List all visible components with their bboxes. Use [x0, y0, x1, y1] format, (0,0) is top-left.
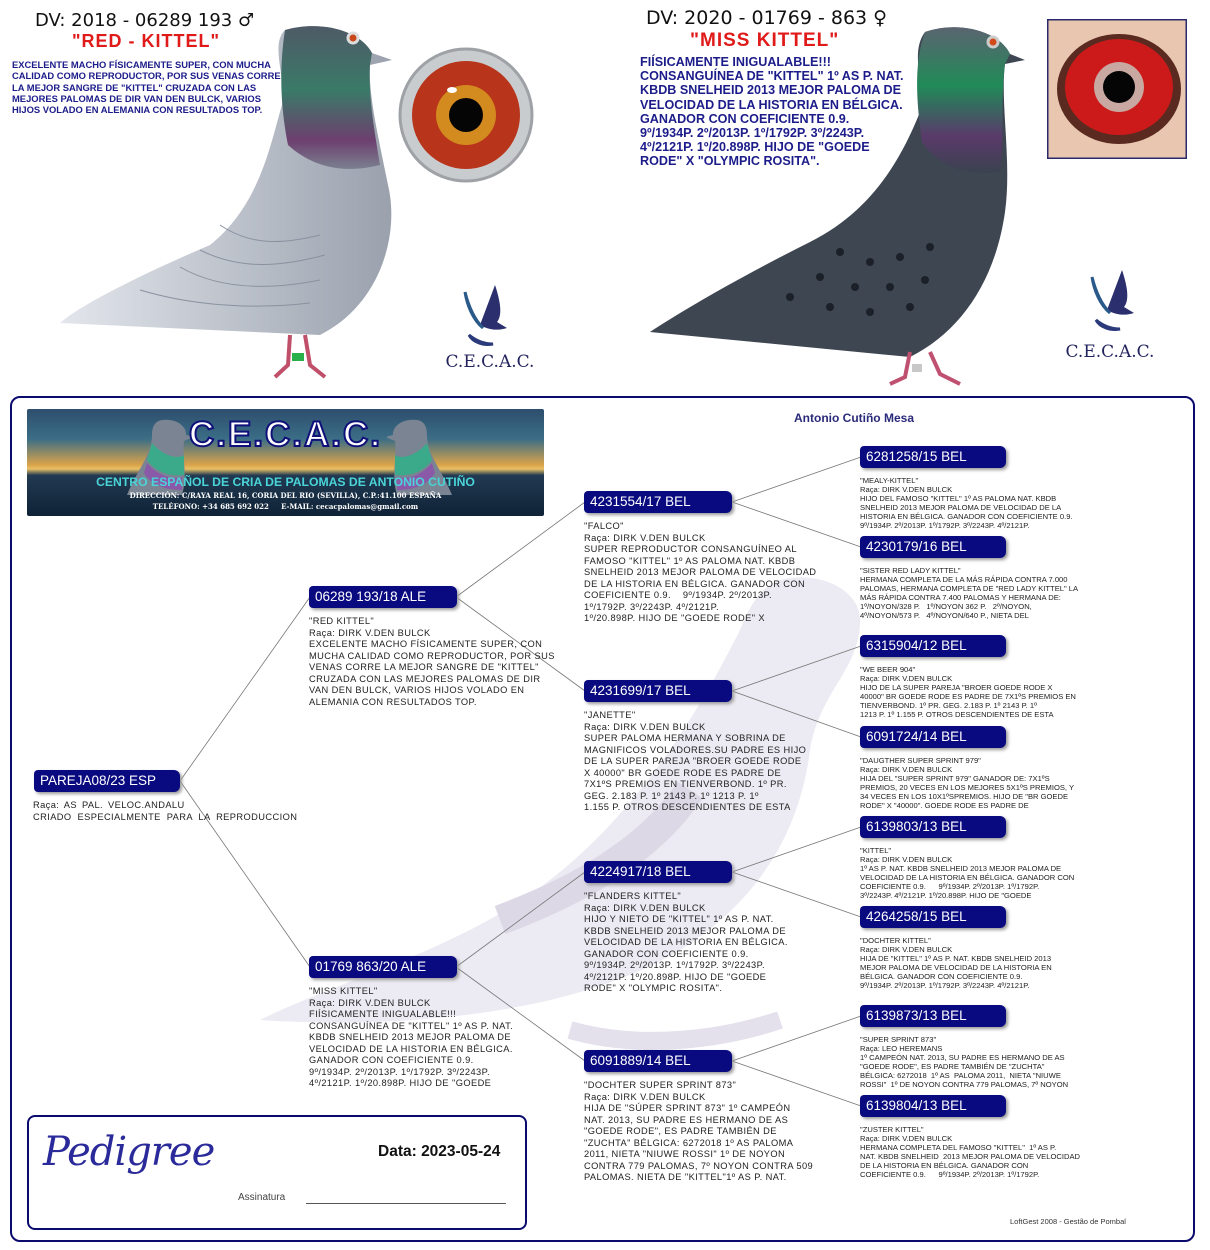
detail-line: 1º/20.898P. HIJO DE "GOEDE RODE" X	[584, 613, 766, 623]
detail-line: MEJOR PALOMA DE VELOCIDAD DE LA HISTORIA EN	[860, 963, 1052, 972]
great-grandparent-ring-box[interactable]: 6091724/14 BEL	[860, 726, 1006, 748]
great-grandparent-details	[860, 756, 1120, 810]
detail-line: Raça: DIRK V.DEN BULCK	[309, 997, 431, 1008]
detail-line: "DAUGTHER SUPER SPRINT 979"	[860, 756, 981, 765]
detail-line: 1º AS P. NAT. KBDB SNELHEID 2013 MEJOR PALOMA DE	[860, 864, 1062, 873]
detail-line: SUPER PALOMA HERMANA Y SOBRINA DE	[584, 733, 786, 743]
sire-details	[309, 616, 569, 708]
detail-line: HIJO DEL FAMOSO "KITTEL" 1º AS PALOMA NAT. KBDB	[860, 494, 1057, 503]
detail-line: PALOMAS. NIETA DE "KITTEL"1º AS P. NAT.	[584, 1172, 787, 1182]
detail-line: Raça: DIRK V.DEN BULCK	[860, 1134, 953, 1143]
detail-line: MAGNIFICOS VOLADORES.SU PADRE ES HIJO	[584, 744, 807, 755]
detail-line: "RED KITTEL"	[309, 616, 375, 626]
detail-line: "GOEDE RODE", ES PADRE TAMBIÉN DE	[584, 1126, 777, 1136]
detail-line: MUCHA CALIDAD COMO REPRODUCTOR, POR SUS	[309, 650, 555, 661]
detail-line: HERMANA COMPLETA DE LA MÁS RÁPIDA CONTRA 7.000	[860, 575, 1068, 584]
detail-line: HIJO DE LA SUPER PAREJA "BROER GOEDE RODE X	[860, 683, 1053, 692]
detail-line: 4º/NOYON/573 P. 4º/NOYON/640 P., NIETA DEL	[860, 611, 1029, 620]
detail-line: Raça: DIRK V.DEN BULCK	[860, 765, 953, 774]
detail-line: GANADOR CON COEFICIENTE 0.9.	[309, 1055, 474, 1065]
detail-line: NAT. KBDB SNELHEID 2013 MEJOR PALOMA DE VELOCIDAD	[860, 1152, 1081, 1161]
subject-note: CRIADO ESPECIALMENTE PARA LA REPRODUCCION	[33, 811, 298, 822]
detail-line: 4º/2121P. 1º/20.898P. HIJO DE "GOEDE	[584, 971, 767, 982]
connector-line	[732, 457, 861, 502]
detail-line: 1213 P. 1º 1.155 P. OTROS DESCENDIENTES DE ESTA	[860, 710, 1054, 719]
dam-details	[309, 986, 569, 1090]
detail-line: "GOEDE RODE", ES PADRE TAMBIÉN DE "ZUCHTA"	[860, 1062, 1045, 1071]
detail-line: Raça: DIRK V.DEN BULCK	[860, 485, 953, 494]
detail-line: CRUZADA CON LAS MEJORES PALOMAS DE DIR	[309, 673, 541, 684]
detail-line: 4º/2121P. 1º/20.898P. HIJO DE "GOEDE	[309, 1078, 492, 1088]
detail-line: 7X1ºS PREMIOS EN TIENVERBOND. 1º PR.	[584, 779, 787, 789]
detail-line: PALOMAS, HERMANA COMPLETA DE "RED LADY KITTEL" LA	[860, 584, 1079, 593]
detail-line: "MEALY-KITTEL"	[860, 476, 919, 485]
grandparent-ring-box[interactable]: 4224917/18 BEL	[584, 861, 732, 883]
detail-line: 1º CAMPEÓN NAT. 2013, SU PADRE ES HERMANO DE AS	[860, 1053, 1065, 1062]
detail-line: COEFICIENTE 0.9. 9º/1934P. 2º/2013P. 1º/1792P.	[860, 882, 1040, 891]
male-nickname: "RED - KITTEL"	[72, 31, 221, 51]
great-grandparent-ring-box[interactable]: 4264258/15 BEL	[860, 906, 1006, 928]
detail-line: Raça: DIRK V.DEN BULCK	[584, 1091, 706, 1102]
detail-line: VELOCIDAD DE LA HISTORIA EN BÉLGICA.	[584, 937, 788, 947]
banner-address: DIRECCIÓN: C/RAYA REAL 16, CORIA DEL RIO (SEVILLA), C.P.:41.100 ESPAÑA	[129, 491, 442, 500]
great-grandparent-details	[860, 665, 1120, 719]
detail-line: 9º/1934P. 2º/2013P. 1º/1792P. 3º/2243P.	[309, 1066, 491, 1077]
great-grandparent-ring-box[interactable]: 6139803/13 BEL	[860, 816, 1006, 838]
detail-line: HIJA DEL "SUPER SPRINT 979" GANADOR DE: 7X1ºS	[860, 774, 1050, 783]
detail-line: BÉLGICA. GANADOR CON COEFICIENTE 0.9.	[860, 972, 1023, 981]
signature-label: Assinatura	[238, 1192, 286, 1203]
detail-line: HISTORIA EN BÉLGICA. GANADOR CON COEFICIENTE 0.9.	[860, 512, 1073, 521]
detail-line: COEFICIENTE 0.9. 9º/1934P. 2º/2013P.	[584, 590, 772, 600]
detail-line: KBDB SNELHEID 2013 MEJOR PALOMA DE	[584, 925, 787, 936]
detail-line: VAN DEN BULCK, VARIOS HIJOS VOLADO EN	[309, 685, 525, 695]
detail-line: "SUPER SPRINT 873"	[860, 1035, 937, 1044]
sire-ring-box[interactable]: 06289 193/18 ALE	[309, 586, 457, 608]
detail-line: 3º/2243P. 4º/2121P. 1º/20.898P. HIJO DE "GOEDE	[860, 891, 1032, 900]
detail-line: "DOCHTER SUPER SPRINT 873"	[584, 1080, 737, 1090]
detail-line: VELOCIDAD DE LA HISTORIA EN BÉLGICA.	[309, 1043, 513, 1054]
detail-line: 2011, NIETA "NIUWE ROSSI" 1º DE NOYON	[584, 1149, 786, 1159]
detail-line: HIJA DE "SÚPER SPRINT 873" 1º CAMPEÓN	[584, 1103, 791, 1113]
detail-line: Raça: DIRK V.DEN BULCK	[860, 945, 953, 954]
grandparent-details	[584, 1080, 834, 1184]
great-grandparent-details	[860, 566, 1120, 620]
banner-subtitle: CENTRO ESPAÑOL DE CRIA DE PALOMAS DE ANTONIO CUTIÑO	[96, 475, 475, 489]
detail-line: MÁS RÁPIDA CONTRA 7.400 PALOMAS Y HERMANA DE:	[860, 593, 1061, 602]
detail-line: "WE BEER 904"	[860, 665, 916, 674]
great-grandparent-details	[860, 936, 1120, 990]
detail-line: VELOCIDAD DE LA HISTORIA EN BÉLGICA. GANADOR CON	[860, 873, 1075, 882]
banner-contact: TELÉFONO: +34 685 692 022 E-MAIL: cecacpalomas@gmail.com	[152, 502, 419, 511]
detail-line: CONSANGUÍNEA DE "KITTEL" 1º AS P. NAT.	[309, 1020, 514, 1031]
great-grandparent-ring-box[interactable]: 4230179/16 BEL	[860, 536, 1006, 558]
dam-ring-box[interactable]: 01769 863/20 ALE	[309, 956, 457, 978]
detail-line: DE LA HISTORIA EN BÉLGICA. GANADOR CON	[584, 578, 806, 589]
grandparent-details	[584, 710, 834, 814]
connector-line	[180, 597, 310, 781]
detail-line: 34 VECES EN LOS 10X1ºSPREMIOS. HIJO DE "BR GOEDE	[860, 792, 1069, 801]
detail-line: "ZUCHTA" BÉLGICA: 6272018 1º AS PALOMA	[584, 1137, 794, 1148]
subject-ring-box[interactable]: PAREJA08/23 ESP	[34, 770, 180, 792]
detail-line: 9º/1934P. 2º/2013P. 1º/1792P. 3º/2243P.	[584, 960, 766, 970]
detail-line: SNELHEID 2013 MEJOR PALOMA DE VELOCIDAD DE LA	[860, 503, 1062, 512]
male-ring-number: DV: 2018 - 06289 193 ♂	[35, 10, 255, 31]
male-description: EXCELENTE MACHO FÍSICAMENTE SUPER, CON MUCHA CALIDAD COMO REPRODUCTOR, POR SUS VENAS CORRE LA MEJOR SANGRE DE "KITTEL" CRUZADA CON LAS MEJORES PALOMAS DE DIR VAN DEN BULCK, VARIOS HIJOS VOLADO EN ALEMANIA CON RESULTADOS TOP.	[12, 59, 281, 116]
great-grandparent-details	[860, 1125, 1120, 1179]
detail-line: VENAS CORRE LA MEJOR SANGRE DE "KITTEL"	[309, 662, 539, 672]
grandparent-details	[584, 521, 834, 625]
great-grandparent-ring-box[interactable]: 6139804/13 BEL	[860, 1095, 1006, 1117]
detail-line: Raça: DIRK V.DEN BULCK	[584, 532, 706, 543]
detail-line: Raça: DIRK V.DEN BULCK	[860, 674, 953, 683]
software-credit: LoftGest 2008 - Gestão de Pombal	[1010, 1217, 1126, 1226]
detail-line: BÉLGICA: 6272018 1º AS PALOMA 2011, NIETA "NIUWE	[860, 1071, 1061, 1080]
connector-line	[456, 872, 585, 967]
subject-details	[33, 800, 343, 823]
detail-line: RODE" X "OLYMPIC ROSITA".	[584, 983, 723, 993]
detail-line: "MISS KITTEL"	[309, 986, 378, 996]
connector-line	[456, 502, 585, 597]
detail-line: ALEMANIA CON RESULTADOS TOP.	[309, 696, 477, 707]
detail-line: EXCELENTE MACHO FÍSICAMENTE SUPER, CON	[309, 639, 543, 649]
detail-line: 9º/1934P. 2º/2013P. 1º/1792P. 3º/2243P. 4º/2121P.	[860, 981, 1030, 990]
detail-line: DE LA HISTORIA EN BÉLGICA. GANADOR CON	[860, 1161, 1029, 1170]
female-logo-text: C.E.C.A.C.	[1065, 342, 1155, 362]
great-grandparent-ring-box[interactable]: 6281258/15 BEL	[860, 446, 1006, 468]
detail-line: Raça: DIRK V.DEN BULCK	[860, 855, 953, 864]
owner-name: Antonio Cutiño Mesa	[794, 411, 914, 425]
detail-line: 40000" BR GOEDE RODE ES PADRE DE 7X1ºS PREMIOS EN	[860, 692, 1076, 701]
grandparent-ring-box[interactable]: 4231699/17 BEL	[584, 680, 732, 702]
signature-line[interactable]	[306, 1203, 506, 1204]
great-grandparent-details	[860, 476, 1120, 530]
great-grandparent-details	[860, 846, 1120, 900]
detail-line: 1º/1792P. 3º/2243P. 4º/2121P.	[584, 601, 720, 612]
detail-line: 1.155 P. OTROS DESCENDIENTES DE ESTA	[584, 802, 791, 812]
detail-line: "JANETTE"	[584, 710, 636, 720]
great-grandparent-ring-box[interactable]: 6139873/13 BEL	[860, 1005, 1006, 1027]
detail-line: 1º/NOYON/328 P. 1º/NOYON 362 P. 2º/NOYON,	[860, 602, 1032, 611]
connector-line	[732, 646, 861, 691]
detail-line: "DOCHTER KITTEL"	[860, 936, 931, 945]
detail-line: HERMANA COMPLETA DEL FAMOSO "KITTEL" 1º AS P.	[860, 1143, 1057, 1152]
detail-line: Raça: DIRK V.DEN BULCK	[584, 721, 706, 732]
detail-line: "ZUSTER KITTEL"	[860, 1125, 924, 1134]
detail-line: SUPER REPRODUCTOR CONSANGUÍNEO AL	[584, 544, 797, 554]
detail-line: PREMIOS, 20 VECES EN LOS MEJORES 5X1ºS PREMIOS, Y	[860, 783, 1075, 792]
detail-line: TIENVERBOND. 1º PR. GEG. 2.183 P. 1º 2143 P. 1º	[860, 701, 1037, 710]
detail-line: FAMOSO "KITTEL" 1º AS PALOMA NAT. KBDB	[584, 555, 796, 566]
detail-line: Raça: LEO HEREMANS	[860, 1044, 943, 1053]
detail-line: DE LA SUPER PAREJA "BROER GOEDE RODE	[584, 756, 802, 766]
grandparent-ring-box[interactable]: 6091889/14 BEL	[584, 1050, 732, 1072]
print-date: Data: 2023-05-24	[378, 1143, 501, 1160]
detail-line: FIÍSICAMENTE INIGUALABLE!!!	[309, 1009, 457, 1019]
detail-line: GEG. 2.183 P. 1º 2143 P. 1º 1213 P. 1º	[584, 790, 759, 801]
detail-line: Raça: DIRK V.DEN BULCK	[309, 627, 431, 638]
connector-line	[732, 827, 861, 872]
detail-line: COEFICIENTE 0.9. 9º/1934P. 2º/2013P. 1º/1792P.	[860, 1170, 1040, 1179]
female-nickname: "MISS KITTEL"	[690, 30, 840, 51]
banner-title: C.E.C.A.C.	[188, 415, 383, 454]
detail-line: "SISTER RED LADY KITTEL"	[860, 566, 961, 575]
grandparent-details	[584, 891, 834, 995]
pedigree-footer-box	[27, 1115, 527, 1230]
detail-line: HIJO Y NIETO DE "KITTEL" 1º AS P. NAT.	[584, 914, 774, 924]
detail-line: Raça: DIRK V.DEN BULCK	[584, 902, 706, 913]
female-ring-number: DV: 2020 - 01769 - 863 ♀	[646, 7, 888, 29]
male-logo-text: C.E.C.A.C.	[445, 352, 535, 372]
great-grandparent-details	[860, 1035, 1120, 1089]
grandparent-ring-box[interactable]: 4231554/17 BEL	[584, 491, 732, 513]
pedigree-logo: Pedigree	[43, 1129, 215, 1175]
detail-line: X 40000" BR GOEDE RODE ES PADRE DE	[584, 767, 782, 778]
great-grandparent-ring-box[interactable]: 6315904/12 BEL	[860, 635, 1006, 657]
detail-line: HIJA DE "KITTEL" 1º AS P. NAT. KBDB SNELHEID 2013	[860, 954, 1052, 963]
subject-breed: Raça: AS PAL. VELOC.ANDALU	[33, 800, 185, 810]
detail-line: ROSSI" 1º DE NOYON CONTRA 779 PALOMAS, 7º NOYON	[860, 1080, 1069, 1089]
detail-line: NAT. 2013, SU PADRE ES HERMANO DE AS	[584, 1114, 789, 1125]
connector-line	[732, 1016, 861, 1061]
detail-line: RODE" X "40000". GOEDE RODE ES PADRE DE	[860, 801, 1029, 810]
female-description: FIÍSICAMENTE INIGUALABLE!!! CONSANGUÍNEA DE "KITTEL" 1º AS P. NAT. KBDB SNELHEID 2013 MEJOR PALOMA DE VELOCIDAD DE LA HISTORIA EN BÉLGICA. GANADOR CON COEFICIENTE 0.9. 9º/1934P. 2º/2013P. 1º/1792P. 3º/2243P. 4º/2121P. 1º/20.898P. HIJO DE "GOEDE RODE" X "OLYMPIC ROSITA".	[640, 55, 904, 169]
detail-line: GANADOR CON COEFICIENTE 0.9.	[584, 948, 749, 959]
detail-line: CONTRA 779 PALOMAS, 7º NOYON CONTRA 509	[584, 1160, 814, 1171]
detail-line: "KITTEL"	[860, 846, 892, 855]
detail-line: "FLANDERS KITTEL"	[584, 891, 682, 901]
detail-line: SNELHEID 2013 MEJOR PALOMA DE VELOCIDAD	[584, 567, 817, 577]
detail-line: KBDB SNELHEID 2013 MEJOR PALOMA DE	[309, 1032, 512, 1042]
detail-line: "FALCO"	[584, 521, 624, 531]
detail-line: 9º/1934P. 2º/2013P. 1º/1792P. 3º/2243P. 4º/2121P.	[860, 521, 1030, 530]
